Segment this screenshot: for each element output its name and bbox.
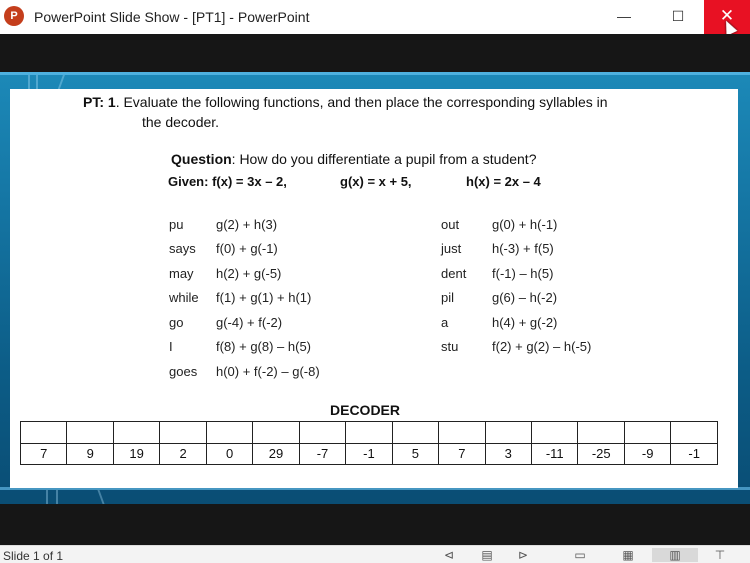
decoder-value-row (21, 443, 718, 465)
given-label: Given: (168, 174, 209, 189)
decoder-value-cell: 7 (439, 443, 485, 465)
decoder-value-cell: 29 (253, 443, 299, 465)
question-text: : How do you differentiate a pupil from a student? (231, 151, 537, 167)
syllable: while (169, 290, 199, 305)
normal-view-icon[interactable]: ▭ (574, 548, 586, 562)
decorative-bar (0, 72, 750, 75)
list-item (169, 364, 320, 379)
list-item (441, 217, 557, 232)
list-item (441, 290, 557, 305)
expression: g(-4) + f(-2) (216, 315, 283, 330)
decoder-blank-cell (671, 422, 718, 444)
decoder-value-cell: 9 (67, 443, 113, 465)
window-title: PowerPoint Slide Show - [PT1] - PowerPoint (34, 9, 310, 25)
syllable: pu (169, 217, 184, 232)
decoder-blank-cell (532, 422, 578, 444)
title-bar (0, 0, 750, 34)
top-black-band (0, 34, 750, 72)
list-item (441, 241, 554, 256)
next-slide-icon[interactable]: ⊳ (517, 548, 529, 562)
decoder-value-cell: 0 (206, 443, 252, 465)
list-item (169, 266, 281, 281)
expression: h(-3) + f(5) (492, 241, 554, 256)
minimize-button[interactable]: — (617, 8, 631, 24)
decoder-value-cell: 19 (113, 443, 159, 465)
decoder-blank-cell (624, 422, 670, 444)
expression: h(0) + f(-2) – g(-8) (216, 364, 320, 379)
given-functions (168, 174, 541, 189)
syllable: goes (169, 364, 198, 379)
slide-count: Slide 1 of 1 (3, 549, 64, 563)
list-item (169, 290, 311, 305)
decorative-line (56, 490, 58, 504)
reading-view-icon[interactable]: ▥ (652, 548, 698, 562)
decoder-blank-cell (206, 422, 252, 444)
expression: f(8) + g(8) – h(5) (216, 339, 312, 354)
expression: f(1) + g(1) + h(1) (216, 290, 312, 305)
previous-slide-icon[interactable]: ⊲ (443, 548, 455, 562)
syllable: says (169, 241, 196, 256)
status-bar (0, 545, 750, 563)
expression: g(6) – h(-2) (492, 290, 558, 305)
list-item (169, 339, 311, 354)
slide-content (10, 89, 738, 488)
decoder-value-cell: 5 (392, 443, 438, 465)
decoder-blank-cell (67, 422, 113, 444)
decoder-table (20, 421, 718, 465)
instruction-line (83, 94, 608, 110)
syllable: out (441, 217, 460, 232)
decoder-blank-cell (439, 422, 485, 444)
decoder-blank-cell (392, 422, 438, 444)
decoder-blank-cell (21, 422, 67, 444)
decorative-line (46, 490, 48, 504)
syllable: pil (441, 290, 455, 305)
list-item (441, 339, 591, 354)
function-g: g(x) = x + 5, (340, 174, 412, 189)
decoder-blank-cell (485, 422, 531, 444)
decorative-line (97, 490, 104, 504)
decoder-value-cell: -11 (532, 443, 578, 465)
expression: h(2) + g(-5) (216, 266, 282, 281)
syllable: dent (441, 266, 467, 281)
syllable: go (169, 315, 184, 330)
menu-icon[interactable]: ▤ (481, 548, 493, 562)
decoder-value-cell: -9 (624, 443, 670, 465)
syllable: I (169, 339, 173, 354)
decoder-blank-cell (113, 422, 159, 444)
decoder-value-cell: 2 (160, 443, 206, 465)
powerpoint-app-icon: P (4, 6, 24, 26)
slideshow-icon[interactable]: ⊤ (714, 548, 726, 562)
expression: g(2) + h(3) (216, 217, 278, 232)
maximize-button[interactable]: ☐ (671, 8, 685, 24)
syllable: a (441, 315, 449, 330)
list-item (169, 217, 277, 232)
instruction-text-continued: the decoder. (142, 114, 220, 130)
expression: f(-1) – h(5) (492, 266, 554, 281)
expression: g(0) + h(-1) (492, 217, 558, 232)
decoder-value-cell: 7 (21, 443, 67, 465)
decoder-value-cell: -7 (299, 443, 345, 465)
expression: f(2) + g(2) – h(-5) (492, 339, 592, 354)
question-line (171, 151, 537, 167)
decoder-value-cell: -1 (671, 443, 718, 465)
list-item (441, 266, 553, 281)
decoder-value-cell: 3 (485, 443, 531, 465)
given-f (168, 174, 340, 189)
decoder-blank-cell (346, 422, 392, 444)
function-h: h(x) = 2x – 4 (466, 174, 541, 189)
bottom-black-band (0, 504, 750, 545)
decoder-value-cell: -1 (346, 443, 392, 465)
list-item (169, 241, 278, 256)
instruction-text: . Evaluate the following functions, and then place the corresponding syllables in (115, 94, 608, 110)
syllable: just (441, 241, 462, 256)
expression: f(0) + g(-1) (216, 241, 278, 256)
syllable: stu (441, 339, 459, 354)
question-label: Question (171, 151, 232, 167)
syllable: may (169, 266, 194, 281)
decoder-blank-cell (253, 422, 299, 444)
pt-label: PT: 1 (83, 94, 116, 110)
list-item (441, 315, 557, 330)
list-item (169, 315, 282, 330)
decoder-blank-cell (578, 422, 624, 444)
decoder-blank-cell (160, 422, 206, 444)
close-button[interactable]: ✕ (704, 0, 750, 34)
function-f: f(x) = 3x – 2, (212, 174, 287, 189)
decoder-value-cell: -25 (578, 443, 624, 465)
slide-sorter-icon[interactable]: ▦ (622, 548, 634, 562)
decoder-blank-cell (299, 422, 345, 444)
decoder-blank-row (21, 422, 718, 444)
decoder-title: DECODER (330, 402, 401, 418)
expression: h(4) + g(-2) (492, 315, 558, 330)
